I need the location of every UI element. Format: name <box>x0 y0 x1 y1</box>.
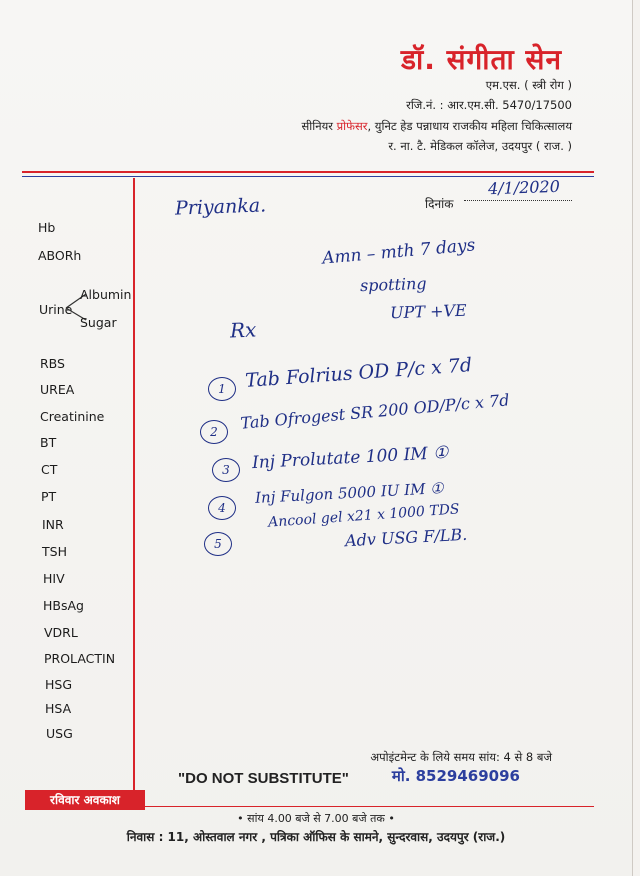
designation-prefix: सीनियर <box>301 119 337 133</box>
rx-item-number: 3 <box>212 458 240 482</box>
doctor-degree: एम.एस. ( स्त्री रोग ) <box>485 78 572 92</box>
test-hsg: HSG <box>45 677 73 692</box>
designation-rest: , युनिट हेड पन्नाधाय राजकीय महिला चिकित्सालय <box>367 119 572 133</box>
test-urine: Urine <box>39 302 73 317</box>
rx-item-number: 2 <box>200 420 228 444</box>
test-albumin: Albumin <box>80 287 132 302</box>
test-hbsag: HBsAg <box>43 598 84 613</box>
college-name: र. ना. टै. मेडिकल कॉलेज, उदयपुर ( राज. ) <box>388 139 572 153</box>
rx-item-text: Inj Fulgon 5000 IU IM ① <box>254 479 445 507</box>
rx-item-number: 5 <box>204 532 232 556</box>
test-ct: CT <box>41 462 58 477</box>
rx-item-text: Tab Folrius OD P/c x 7d <box>244 354 473 392</box>
date-value: 4/1/2020 <box>487 176 561 199</box>
test-sugar: Sugar <box>80 315 117 330</box>
registration-number: रजि.नं. : आर.एम.सी. 5470/17500 <box>406 98 572 112</box>
test-pt: PT <box>41 489 57 504</box>
test-rbs: RBS <box>40 356 65 371</box>
test-hb: Hb <box>38 220 56 235</box>
patient-name: Priyanka. <box>174 194 267 220</box>
header-divider-blue <box>22 176 594 177</box>
rx-item-number: 1 <box>208 377 236 401</box>
history-line-2: spotting <box>359 273 427 296</box>
residence-address: निवास : 11, ओस्तवाल नगर , पत्रिका ऑफिस के सामने, सुन्दरवास, उदयपुर (राज.) <box>126 830 506 844</box>
clinic-timing: • सांय 4.00 बजे से 7.00 बजे तक • <box>237 812 395 825</box>
advice-note: Adv USG F/LB. <box>344 524 468 551</box>
test-usg: USG <box>46 726 73 741</box>
test-tsh: TSH <box>42 544 67 559</box>
history-line-3: UPT +VE <box>389 300 467 323</box>
test-urea: UREA <box>40 382 75 397</box>
test-creatinine: Creatinine <box>40 409 105 424</box>
test-hiv: HIV <box>43 571 65 586</box>
test-prolactin: PROLACTIN <box>44 651 116 666</box>
designation <box>301 119 572 134</box>
designation-highlight: प्रोफेसर <box>336 119 368 133</box>
rx-item-text: Tab Ofrogest SR 200 OD/P/c x 7d <box>239 390 511 433</box>
rx-item-text: Inj Prolutate 100 IM ① <box>251 442 449 474</box>
doctor-name: डॉ. संगीता सेन <box>401 43 562 76</box>
rx-symbol: Rx <box>229 317 257 343</box>
test-aborh: ABORh <box>38 248 82 263</box>
test-hsa: HSA <box>45 701 72 716</box>
history-line-1: Amn – mth 7 days <box>321 235 477 269</box>
date-line <box>464 200 572 201</box>
footer-divider <box>145 806 594 807</box>
sunday-off-badge: रविवार अवकाश <box>25 790 145 810</box>
tests-column-divider <box>133 178 135 790</box>
rx-item-number: 4 <box>208 496 236 520</box>
test-vdrl: VDRL <box>44 625 78 640</box>
phone-number: मो. 8529469096 <box>391 767 520 785</box>
appointment-timing: अपोइंटमेन्ट के लिये समय सांय: 4 से 8 बजे <box>370 750 552 764</box>
date-label: दिनांक <box>425 197 454 211</box>
header-divider-red <box>22 171 594 173</box>
rx-item-text: Ancool gel x21 x 1000 TDS <box>267 501 460 531</box>
test-inr: INR <box>42 517 64 532</box>
do-not-substitute: "DO NOT SUBSTITUTE" <box>178 770 349 787</box>
test-bt: BT <box>40 435 57 450</box>
